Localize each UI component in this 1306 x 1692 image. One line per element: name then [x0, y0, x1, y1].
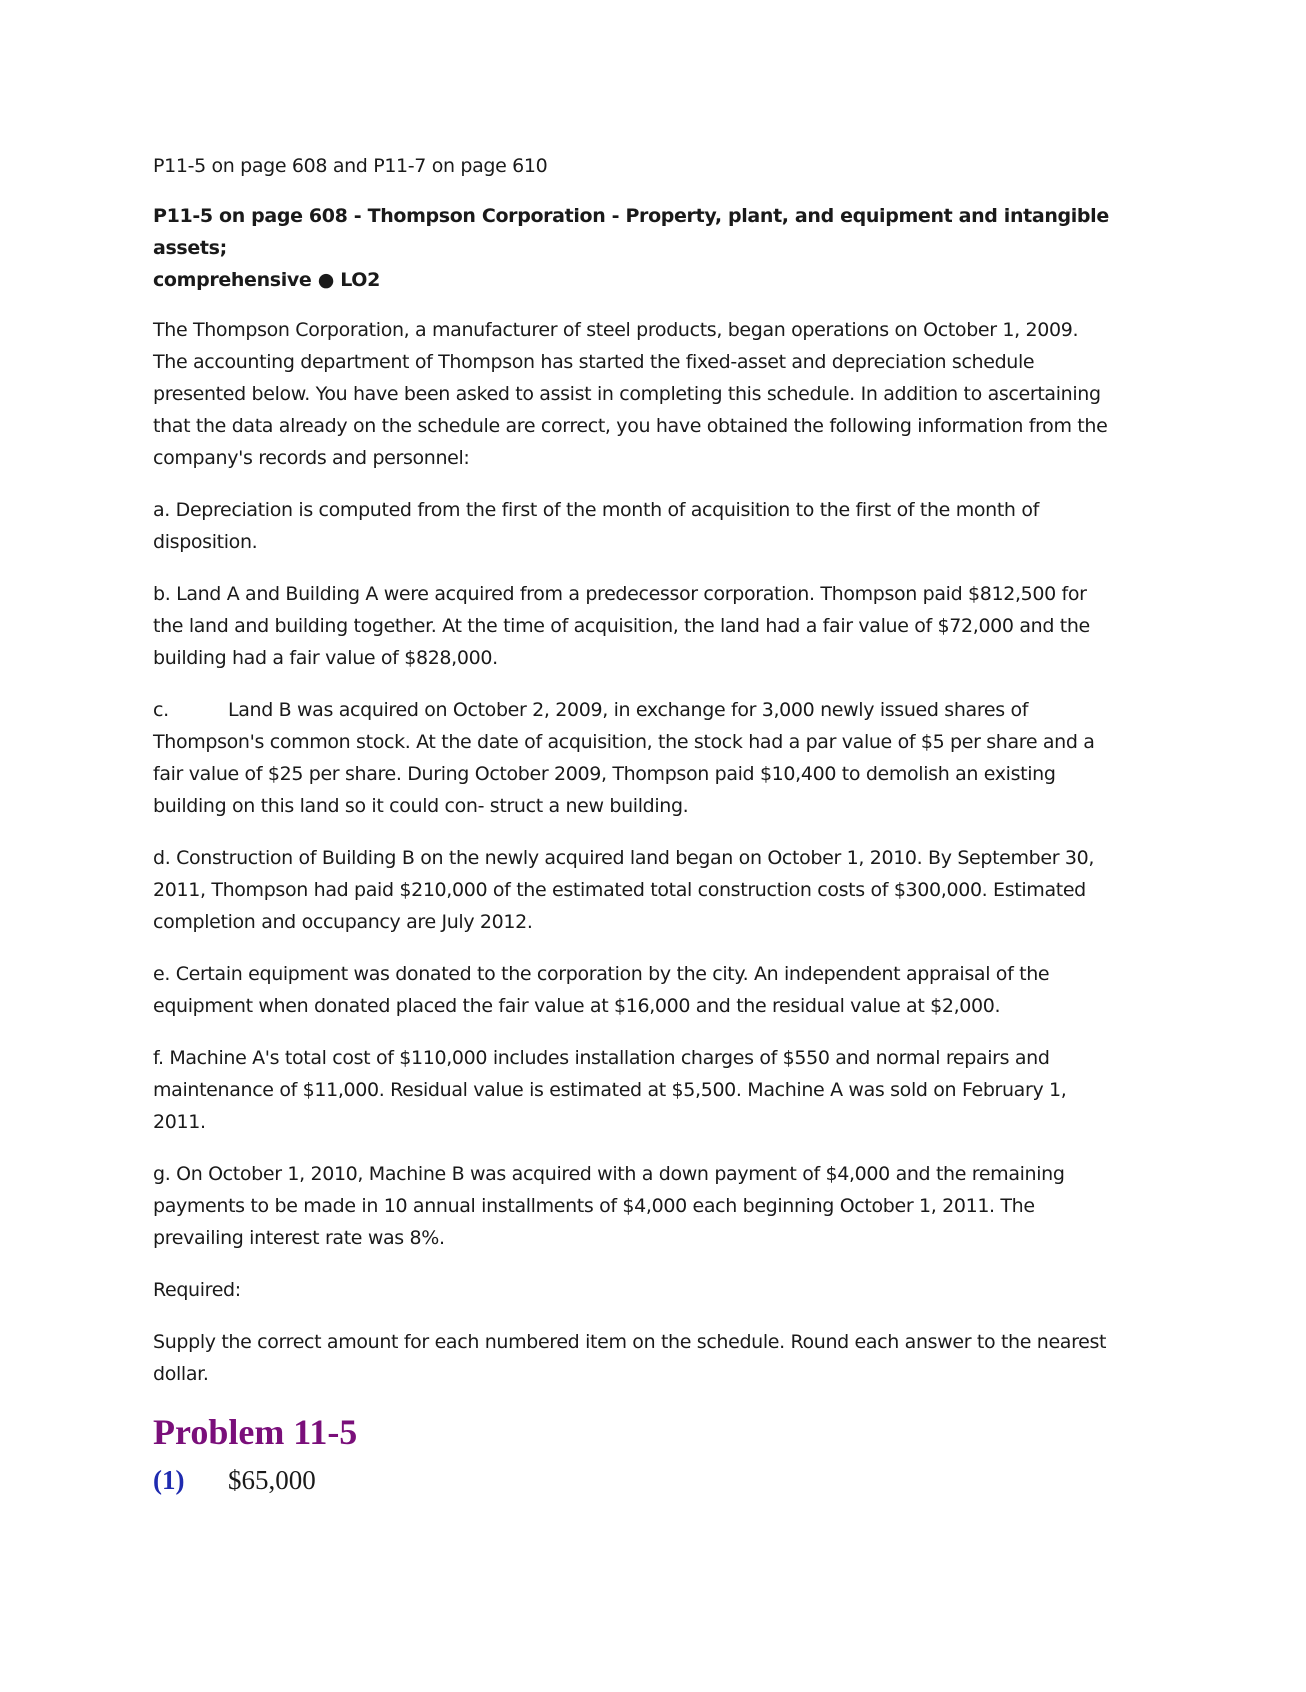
required-line: dollar.: [153, 1363, 209, 1385]
problem-title: [153, 200, 1143, 296]
required-line: Supply the correct amount for each numbered item on the schedule. Round each answer to the nearest: [153, 1331, 1107, 1353]
intro-line: that the data already on the schedule are correct, you have obtained the following information from the: [153, 415, 1108, 437]
item-c: [153, 694, 1143, 822]
intro-line: The accounting department of Thompson has started the fixed-asset and depreciation schedule: [153, 351, 1035, 373]
intro-line: company's records and personnel:: [153, 447, 470, 469]
required-label: Required:: [153, 1279, 241, 1301]
item-e: [153, 958, 1143, 1022]
item-f-line: 2011.: [153, 1111, 206, 1133]
item-d-line: 2011, Thompson had paid $210,000 of the estimated total construction costs of $300,000. Estimated: [153, 879, 1086, 901]
item-f-line: maintenance of $11,000. Residual value is estimated at $5,500. Machine A was sold on February 1,: [153, 1079, 1067, 1101]
item-d-line: d. Construction of Building B on the newly acquired land began on October 1, 2010. By September 30,: [153, 847, 1095, 869]
item-c-line: Land B was acquired on October 2, 2009, in exchange for 3,000 newly issued shares of: [228, 699, 1029, 721]
item-b: [153, 578, 1143, 674]
intro-line: The Thompson Corporation, a manufacturer of steel products, began operations on October 1, 2009.: [153, 319, 1079, 341]
page-header: P11-5 on page 608 and P11-7 on page 610: [153, 155, 548, 177]
item-a-line: a. Depreciation is computed from the first of the month of acquisition to the first of the month of: [153, 499, 1039, 521]
required-text: [153, 1326, 1143, 1390]
answer-number: (1): [153, 1465, 185, 1495]
answer-value: $65,000: [228, 1465, 316, 1495]
item-g-line: g. On October 1, 2010, Machine B was acquired with a down payment of $4,000 and the remaining: [153, 1163, 1065, 1185]
item-d: [153, 842, 1143, 938]
item-g-line: payments to be made in 10 annual installments of $4,000 each beginning October 1, 2011. The: [153, 1195, 1035, 1217]
answer-row: [153, 1460, 1143, 1500]
intro-line: presented below. You have been asked to assist in completing this schedule. In addition to ascertaining: [153, 383, 1101, 405]
intro-paragraph: [153, 314, 1143, 474]
item-g-line: prevailing interest rate was 8%.: [153, 1227, 445, 1249]
item-b-line: building had a fair value of $828,000.: [153, 647, 498, 669]
item-e-line: e. Certain equipment was donated to the corporation by the city. An independent appraisal of the: [153, 963, 1050, 985]
solution-heading: Problem 11-5: [153, 1412, 358, 1452]
item-b-line: b. Land A and Building A were acquired from a predecessor corporation. Thompson paid $812,500 for: [153, 583, 1087, 605]
item-b-line: the land and building together. At the time of acquisition, the land had a fair value of $72,000 and the: [153, 615, 1090, 637]
document-page: [153, 150, 1143, 1500]
item-g: [153, 1158, 1143, 1254]
item-c-label: c.: [153, 699, 169, 721]
item-f-line: f. Machine A's total cost of $110,000 includes installation charges of $550 and normal repairs and: [153, 1047, 1050, 1069]
item-f: [153, 1042, 1143, 1138]
item-c-line: Thompson's common stock. At the date of acquisition, the stock had a par value of $5 per share and a: [153, 731, 1095, 753]
item-d-line: completion and occupancy are July 2012.: [153, 911, 533, 933]
problem-title-line-2: comprehensive ● LO2: [153, 269, 380, 291]
item-c-line: fair value of $25 per share. During October 2009, Thompson paid $10,400 to demolish an existing: [153, 763, 1056, 785]
problem-title-line-1: P11-5 on page 608 - Thompson Corporation - Property, plant, and equipment and intangible assets;: [153, 205, 1109, 259]
item-a-line: disposition.: [153, 531, 258, 553]
item-c-line: building on this land so it could con- struct a new building.: [153, 795, 689, 817]
item-e-line: equipment when donated placed the fair value at $16,000 and the residual value at $2,000.: [153, 995, 1001, 1017]
item-a: [153, 494, 1143, 558]
